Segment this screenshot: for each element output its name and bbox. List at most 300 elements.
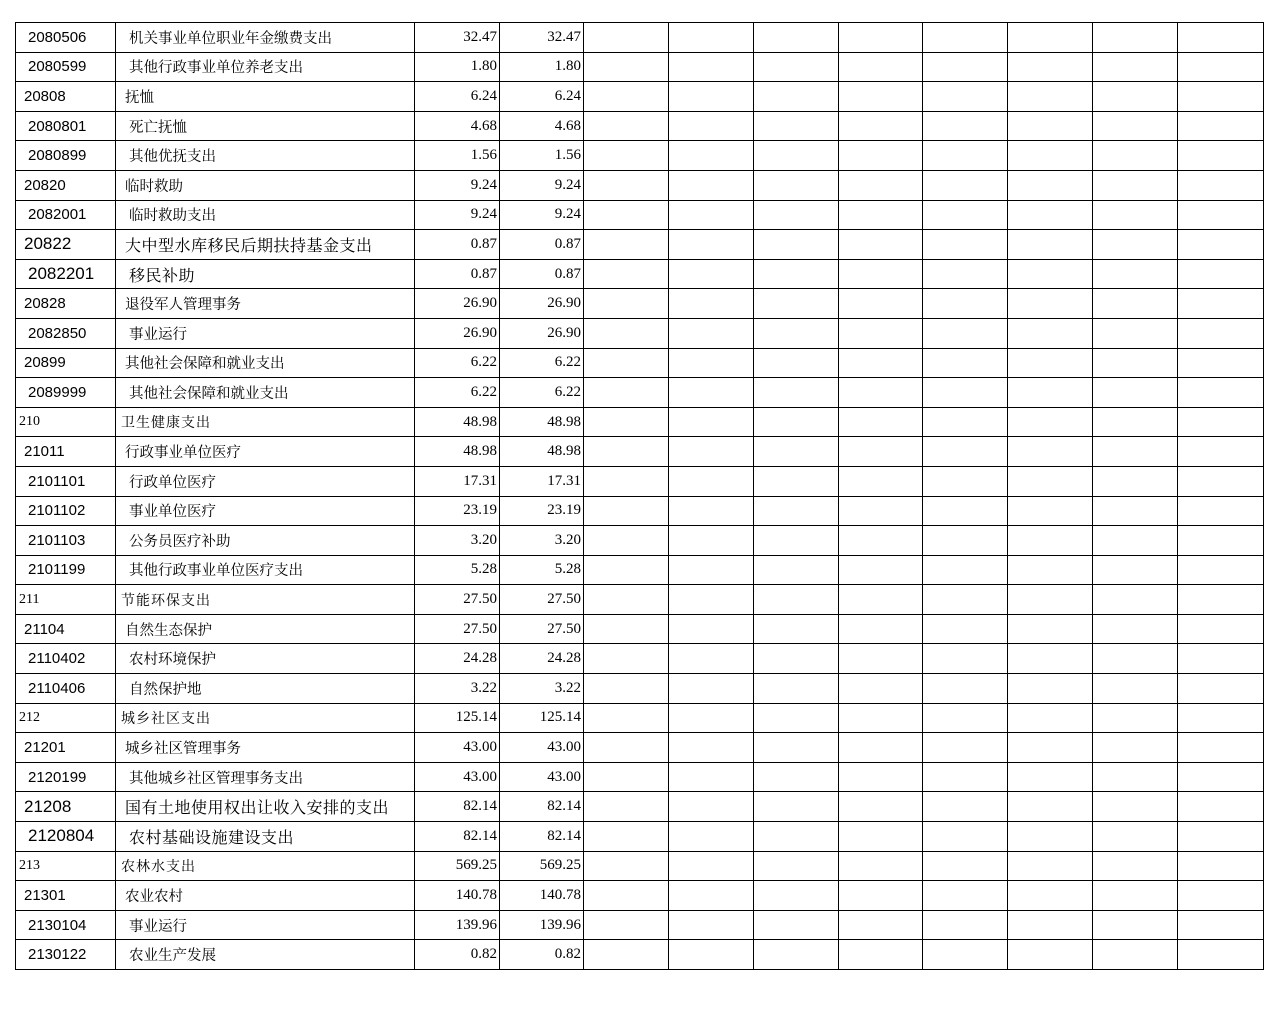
row-value-1: 1.80 <box>415 52 500 82</box>
empty-cell <box>923 23 1008 53</box>
row-value-1: 48.98 <box>415 407 500 437</box>
row-code: 21208 <box>16 792 116 822</box>
row-code: 21104 <box>16 614 116 644</box>
empty-cell <box>1008 200 1093 230</box>
row-value-1: 6.24 <box>415 82 500 112</box>
empty-cell <box>1178 52 1264 82</box>
table-row <box>16 318 1264 348</box>
empty-cell <box>754 703 839 733</box>
table-row <box>16 733 1264 763</box>
empty-cell <box>754 52 839 82</box>
empty-cell <box>839 614 923 644</box>
table-row <box>16 940 1264 970</box>
empty-cell <box>669 585 754 615</box>
row-value-1: 9.24 <box>415 200 500 230</box>
empty-cell <box>669 437 754 467</box>
row-name: 其他城乡社区管理事务支出 <box>116 762 415 792</box>
row-value-2: 32.47 <box>500 23 584 53</box>
empty-cell <box>584 496 669 526</box>
row-name: 抚恤 <box>116 82 415 112</box>
empty-cell <box>923 230 1008 260</box>
empty-cell <box>1178 614 1264 644</box>
empty-cell <box>1178 644 1264 674</box>
empty-cell <box>1178 259 1264 289</box>
row-name: 自然保护地 <box>116 674 415 704</box>
empty-cell <box>923 170 1008 200</box>
empty-cell <box>754 496 839 526</box>
empty-cell <box>1178 23 1264 53</box>
empty-cell <box>584 348 669 378</box>
row-value-2: 140.78 <box>500 881 584 911</box>
row-name: 公务员医疗补助 <box>116 526 415 556</box>
empty-cell <box>1178 851 1264 881</box>
empty-cell <box>754 940 839 970</box>
empty-cell <box>669 674 754 704</box>
empty-cell <box>1178 792 1264 822</box>
empty-cell <box>584 733 669 763</box>
empty-cell <box>669 259 754 289</box>
empty-cell <box>1178 230 1264 260</box>
empty-cell <box>923 762 1008 792</box>
empty-cell <box>1008 940 1093 970</box>
table-row <box>16 348 1264 378</box>
empty-cell <box>1093 940 1178 970</box>
empty-cell <box>839 733 923 763</box>
empty-cell <box>754 23 839 53</box>
empty-cell <box>584 23 669 53</box>
row-name: 事业单位医疗 <box>116 496 415 526</box>
empty-cell <box>1093 111 1178 141</box>
row-value-1: 0.87 <box>415 230 500 260</box>
empty-cell <box>1093 585 1178 615</box>
empty-cell <box>1008 910 1093 940</box>
empty-cell <box>754 614 839 644</box>
table-row <box>16 111 1264 141</box>
empty-cell <box>1093 555 1178 585</box>
empty-cell <box>1178 437 1264 467</box>
empty-cell <box>754 851 839 881</box>
empty-cell <box>669 230 754 260</box>
empty-cell <box>584 141 669 171</box>
row-name: 其他行政事业单位医疗支出 <box>116 555 415 585</box>
empty-cell <box>839 585 923 615</box>
row-code: 2101199 <box>16 555 116 585</box>
empty-cell <box>923 585 1008 615</box>
empty-cell <box>754 141 839 171</box>
empty-cell <box>1093 703 1178 733</box>
empty-cell <box>923 822 1008 852</box>
empty-cell <box>923 792 1008 822</box>
empty-cell <box>839 348 923 378</box>
empty-cell <box>754 644 839 674</box>
row-code: 2101102 <box>16 496 116 526</box>
row-value-1: 82.14 <box>415 792 500 822</box>
row-code: 2082001 <box>16 200 116 230</box>
empty-cell <box>923 378 1008 408</box>
empty-cell <box>839 318 923 348</box>
row-name: 节能环保支出 <box>116 585 415 615</box>
empty-cell <box>923 555 1008 585</box>
row-value-1: 17.31 <box>415 466 500 496</box>
empty-cell <box>669 23 754 53</box>
table-row <box>16 466 1264 496</box>
row-value-2: 82.14 <box>500 822 584 852</box>
empty-cell <box>1008 792 1093 822</box>
empty-cell <box>584 259 669 289</box>
empty-cell <box>1093 348 1178 378</box>
empty-cell <box>839 230 923 260</box>
row-value-2: 27.50 <box>500 585 584 615</box>
empty-cell <box>754 792 839 822</box>
empty-cell <box>1093 378 1178 408</box>
table-row <box>16 289 1264 319</box>
row-value-1: 82.14 <box>415 822 500 852</box>
empty-cell <box>1008 170 1093 200</box>
empty-cell <box>1178 822 1264 852</box>
empty-cell <box>669 822 754 852</box>
empty-cell <box>754 200 839 230</box>
empty-cell <box>1008 111 1093 141</box>
empty-cell <box>1008 407 1093 437</box>
table-row <box>16 851 1264 881</box>
row-code: 2130122 <box>16 940 116 970</box>
row-value-2: 569.25 <box>500 851 584 881</box>
empty-cell <box>839 526 923 556</box>
row-value-2: 24.28 <box>500 644 584 674</box>
empty-cell <box>1093 851 1178 881</box>
empty-cell <box>1178 762 1264 792</box>
row-value-1: 140.78 <box>415 881 500 911</box>
empty-cell <box>584 52 669 82</box>
empty-cell <box>923 82 1008 112</box>
empty-cell <box>1008 822 1093 852</box>
empty-cell <box>1093 792 1178 822</box>
row-value-2: 6.22 <box>500 348 584 378</box>
row-code: 2101101 <box>16 466 116 496</box>
empty-cell <box>839 289 923 319</box>
row-code: 2082201 <box>16 259 116 289</box>
row-value-2: 43.00 <box>500 762 584 792</box>
empty-cell <box>1008 496 1093 526</box>
empty-cell <box>1178 318 1264 348</box>
empty-cell <box>1178 466 1264 496</box>
table-row <box>16 378 1264 408</box>
table-row <box>16 614 1264 644</box>
empty-cell <box>839 674 923 704</box>
empty-cell <box>839 259 923 289</box>
row-value-1: 6.22 <box>415 348 500 378</box>
empty-cell <box>923 851 1008 881</box>
table-row <box>16 52 1264 82</box>
empty-cell <box>839 378 923 408</box>
empty-cell <box>584 703 669 733</box>
row-value-1: 1.56 <box>415 141 500 171</box>
row-name: 城乡社区管理事务 <box>116 733 415 763</box>
row-value-1: 43.00 <box>415 733 500 763</box>
empty-cell <box>754 318 839 348</box>
table-row <box>16 496 1264 526</box>
empty-cell <box>754 348 839 378</box>
row-value-1: 4.68 <box>415 111 500 141</box>
row-name: 其他优抚支出 <box>116 141 415 171</box>
empty-cell <box>923 614 1008 644</box>
empty-cell <box>584 437 669 467</box>
empty-cell <box>1008 82 1093 112</box>
empty-cell <box>1178 378 1264 408</box>
row-name: 农业生产发展 <box>116 940 415 970</box>
empty-cell <box>923 644 1008 674</box>
row-value-2: 125.14 <box>500 703 584 733</box>
empty-cell <box>1008 555 1093 585</box>
row-name: 农村环境保护 <box>116 644 415 674</box>
empty-cell <box>1093 289 1178 319</box>
row-code: 20828 <box>16 289 116 319</box>
table-row <box>16 555 1264 585</box>
empty-cell <box>669 170 754 200</box>
row-code: 20808 <box>16 82 116 112</box>
empty-cell <box>1093 733 1178 763</box>
empty-cell <box>1178 881 1264 911</box>
row-value-1: 26.90 <box>415 289 500 319</box>
empty-cell <box>1008 881 1093 911</box>
row-value-1: 0.87 <box>415 259 500 289</box>
empty-cell <box>754 585 839 615</box>
row-code: 2080899 <box>16 141 116 171</box>
table-row <box>16 230 1264 260</box>
empty-cell <box>584 200 669 230</box>
empty-cell <box>754 230 839 260</box>
empty-cell <box>1178 200 1264 230</box>
empty-cell <box>669 703 754 733</box>
empty-cell <box>754 289 839 319</box>
empty-cell <box>584 170 669 200</box>
row-code: 2120804 <box>16 822 116 852</box>
empty-cell <box>1093 170 1178 200</box>
row-value-1: 48.98 <box>415 437 500 467</box>
table-row <box>16 881 1264 911</box>
empty-cell <box>584 289 669 319</box>
row-value-1: 9.24 <box>415 170 500 200</box>
empty-cell <box>669 762 754 792</box>
empty-cell <box>1093 141 1178 171</box>
row-value-1: 5.28 <box>415 555 500 585</box>
empty-cell <box>1178 703 1264 733</box>
empty-cell <box>1093 644 1178 674</box>
empty-cell <box>669 614 754 644</box>
empty-cell <box>923 407 1008 437</box>
empty-cell <box>669 910 754 940</box>
empty-cell <box>1178 289 1264 319</box>
row-value-2: 43.00 <box>500 733 584 763</box>
row-value-1: 24.28 <box>415 644 500 674</box>
row-value-2: 9.24 <box>500 170 584 200</box>
row-name: 事业运行 <box>116 318 415 348</box>
empty-cell <box>839 792 923 822</box>
empty-cell <box>584 230 669 260</box>
empty-cell <box>754 378 839 408</box>
empty-cell <box>1093 822 1178 852</box>
empty-cell <box>839 851 923 881</box>
empty-cell <box>1093 200 1178 230</box>
row-value-2: 1.56 <box>500 141 584 171</box>
empty-cell <box>584 466 669 496</box>
empty-cell <box>839 141 923 171</box>
row-value-1: 3.20 <box>415 526 500 556</box>
row-value-2: 0.82 <box>500 940 584 970</box>
row-value-1: 0.82 <box>415 940 500 970</box>
empty-cell <box>754 762 839 792</box>
empty-cell <box>754 82 839 112</box>
empty-cell <box>839 82 923 112</box>
row-value-2: 26.90 <box>500 289 584 319</box>
empty-cell <box>839 644 923 674</box>
empty-cell <box>1093 318 1178 348</box>
table-row <box>16 822 1264 852</box>
row-value-2: 82.14 <box>500 792 584 822</box>
empty-cell <box>1008 348 1093 378</box>
row-value-2: 3.20 <box>500 526 584 556</box>
empty-cell <box>1008 703 1093 733</box>
row-value-1: 6.22 <box>415 378 500 408</box>
row-value-2: 3.22 <box>500 674 584 704</box>
empty-cell <box>923 526 1008 556</box>
row-code: 2089999 <box>16 378 116 408</box>
table-row <box>16 910 1264 940</box>
empty-cell <box>584 762 669 792</box>
empty-cell <box>1093 674 1178 704</box>
row-value-1: 23.19 <box>415 496 500 526</box>
row-value-2: 9.24 <box>500 200 584 230</box>
empty-cell <box>839 881 923 911</box>
empty-cell <box>923 259 1008 289</box>
empty-cell <box>584 555 669 585</box>
empty-cell <box>839 496 923 526</box>
row-code: 20820 <box>16 170 116 200</box>
row-code: 210 <box>16 407 116 437</box>
empty-cell <box>669 526 754 556</box>
row-name: 自然生态保护 <box>116 614 415 644</box>
empty-cell <box>1093 526 1178 556</box>
table-body <box>16 23 1264 970</box>
row-code: 2080599 <box>16 52 116 82</box>
row-code: 20822 <box>16 230 116 260</box>
empty-cell <box>1178 170 1264 200</box>
empty-cell <box>923 348 1008 378</box>
empty-cell <box>839 555 923 585</box>
row-code: 2101103 <box>16 526 116 556</box>
empty-cell <box>584 407 669 437</box>
empty-cell <box>839 466 923 496</box>
empty-cell <box>584 822 669 852</box>
empty-cell <box>1093 881 1178 911</box>
empty-cell <box>839 200 923 230</box>
table-row <box>16 200 1264 230</box>
empty-cell <box>584 644 669 674</box>
empty-cell <box>669 82 754 112</box>
empty-cell <box>923 881 1008 911</box>
row-name: 卫生健康支出 <box>116 407 415 437</box>
row-value-2: 48.98 <box>500 437 584 467</box>
empty-cell <box>923 141 1008 171</box>
empty-cell <box>1008 466 1093 496</box>
table-row <box>16 585 1264 615</box>
row-value-2: 6.22 <box>500 378 584 408</box>
empty-cell <box>1008 585 1093 615</box>
row-value-1: 139.96 <box>415 910 500 940</box>
empty-cell <box>1093 407 1178 437</box>
table-row <box>16 644 1264 674</box>
empty-cell <box>1178 141 1264 171</box>
row-name: 其他社会保障和就业支出 <box>116 378 415 408</box>
row-code: 21201 <box>16 733 116 763</box>
row-value-1: 27.50 <box>415 585 500 615</box>
empty-cell <box>754 674 839 704</box>
row-code: 20899 <box>16 348 116 378</box>
row-value-2: 6.24 <box>500 82 584 112</box>
empty-cell <box>584 674 669 704</box>
empty-cell <box>839 407 923 437</box>
empty-cell <box>1093 82 1178 112</box>
row-name: 国有土地使用权出让收入安排的支出 <box>116 792 415 822</box>
empty-cell <box>754 437 839 467</box>
row-code: 2120199 <box>16 762 116 792</box>
row-code: 2080506 <box>16 23 116 53</box>
row-name: 行政单位医疗 <box>116 466 415 496</box>
empty-cell <box>669 851 754 881</box>
table-row <box>16 23 1264 53</box>
row-name: 农林水支出 <box>116 851 415 881</box>
empty-cell <box>584 585 669 615</box>
empty-cell <box>584 851 669 881</box>
empty-cell <box>754 407 839 437</box>
empty-cell <box>754 526 839 556</box>
row-name: 死亡抚恤 <box>116 111 415 141</box>
row-value-1: 43.00 <box>415 762 500 792</box>
row-code: 2110402 <box>16 644 116 674</box>
empty-cell <box>1008 141 1093 171</box>
row-name: 大中型水库移民后期扶持基金支出 <box>116 230 415 260</box>
empty-cell <box>669 318 754 348</box>
empty-cell <box>1093 230 1178 260</box>
empty-cell <box>1178 555 1264 585</box>
table-row <box>16 259 1264 289</box>
empty-cell <box>754 111 839 141</box>
row-name: 其他行政事业单位养老支出 <box>116 52 415 82</box>
empty-cell <box>839 910 923 940</box>
empty-cell <box>1178 910 1264 940</box>
row-value-1: 569.25 <box>415 851 500 881</box>
budget-table <box>15 22 1264 970</box>
table-row <box>16 703 1264 733</box>
empty-cell <box>839 703 923 733</box>
empty-cell <box>584 526 669 556</box>
empty-cell <box>669 52 754 82</box>
empty-cell <box>839 762 923 792</box>
row-name: 农村基础设施建设支出 <box>116 822 415 852</box>
empty-cell <box>1008 762 1093 792</box>
empty-cell <box>1008 674 1093 704</box>
row-value-2: 0.87 <box>500 230 584 260</box>
table-row <box>16 762 1264 792</box>
empty-cell <box>754 881 839 911</box>
table-row <box>16 141 1264 171</box>
empty-cell <box>754 466 839 496</box>
row-value-2: 27.50 <box>500 614 584 644</box>
row-value-2: 26.90 <box>500 318 584 348</box>
row-value-1: 125.14 <box>415 703 500 733</box>
empty-cell <box>669 200 754 230</box>
empty-cell <box>584 940 669 970</box>
